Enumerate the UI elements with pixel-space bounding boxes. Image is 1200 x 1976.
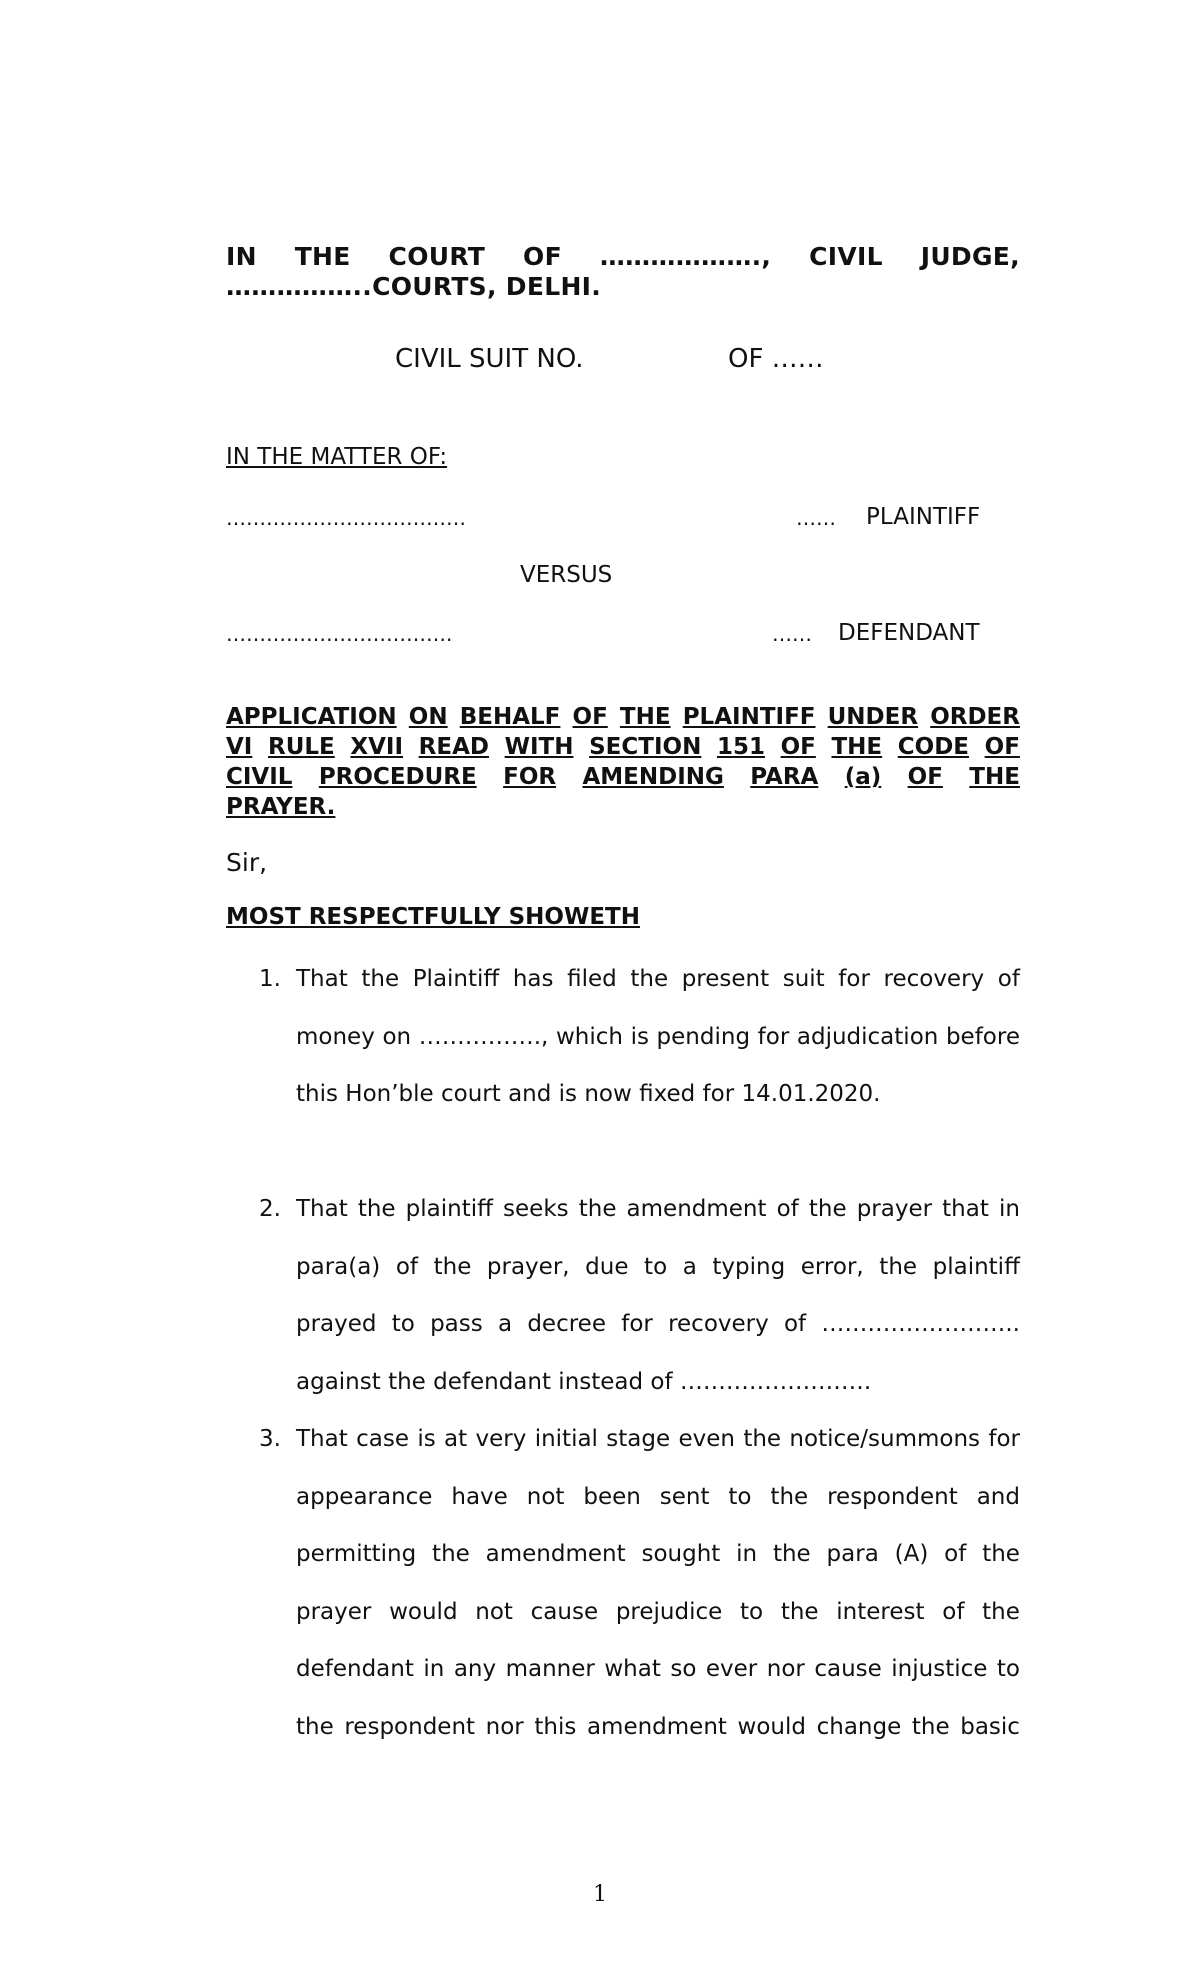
court-title-line-1 <box>226 242 1020 271</box>
paragraph-word: the <box>743 1426 782 1452</box>
paragraph-word: amendment <box>586 1713 727 1740</box>
paragraph-word: before <box>945 1023 1020 1050</box>
application-heading-word: UNDER <box>827 704 919 730</box>
paragraph-word: so <box>670 1656 697 1682</box>
paragraph-word: has <box>512 966 554 992</box>
application-heading-word: VI <box>226 734 253 760</box>
paragraph-line <box>296 1714 1020 1740</box>
paragraph-word: would <box>389 1598 458 1625</box>
paragraph-word: the <box>361 966 400 992</box>
paragraph-word: the <box>808 1196 847 1222</box>
application-heading-line <box>226 732 1020 762</box>
paragraph-word: That <box>296 1196 348 1222</box>
paragraph-word: not <box>475 1598 513 1625</box>
application-heading-line: PRAYER. <box>226 794 336 820</box>
paragraph-word: is <box>417 1426 436 1452</box>
application-heading-word: THE <box>619 704 671 730</box>
paragraph-word: due <box>585 1253 629 1280</box>
application-heading-word: AMENDING <box>582 764 724 790</box>
paragraph-word: the <box>879 1253 918 1280</box>
paragraph-word: para <box>826 1541 879 1567</box>
application-heading-word: THE <box>831 734 883 760</box>
application-heading-word: OF <box>572 704 608 730</box>
paragraph-word: and <box>976 1483 1020 1510</box>
application-heading-word: RULE <box>267 734 335 760</box>
paragraph-word: the <box>772 1541 811 1567</box>
paragraph-word: of <box>942 1598 965 1625</box>
paragraph-number: 1. <box>259 966 281 992</box>
paragraph-word: prayed <box>296 1311 377 1337</box>
paragraph-word: (A) <box>894 1541 929 1567</box>
application-heading-word: PROCEDURE <box>318 764 477 790</box>
application-heading-word: OF <box>780 734 816 760</box>
paragraph-word: the <box>432 1541 470 1567</box>
paragraph-word: this <box>534 1713 577 1740</box>
application-heading-word: OF <box>907 764 943 790</box>
paragraph-word: even <box>678 1426 735 1452</box>
paragraph-word: prayer, <box>486 1253 570 1280</box>
paragraph-word: of <box>997 966 1020 992</box>
paragraph-word: to <box>391 1311 415 1337</box>
paragraph-word: decree <box>527 1311 606 1337</box>
paragraph-line: against the defendant instead of ……………………. <box>296 1368 872 1395</box>
paragraph-word: filed <box>567 966 617 992</box>
paragraph-word: of <box>776 1196 799 1222</box>
paragraph-word: present <box>681 966 770 992</box>
paragraph-word: cause <box>530 1598 599 1625</box>
paragraph-line <box>296 1196 1020 1222</box>
plaintiff-label: PLAINTIFF <box>866 504 981 530</box>
paragraph-word: basic <box>960 1713 1020 1740</box>
paragraph-line <box>296 1426 1020 1452</box>
paragraph-word: the <box>982 1598 1020 1625</box>
paragraph-word: on <box>382 1023 412 1050</box>
paragraph-word: interest <box>836 1598 925 1625</box>
paragraph-word: prejudice <box>615 1598 723 1625</box>
application-heading-word: XVII <box>350 734 404 760</box>
paragraph-word: respondent <box>344 1713 476 1740</box>
paragraph-line <box>296 1599 1020 1625</box>
paragraph-word: a <box>497 1311 513 1337</box>
paragraph-word: for <box>838 966 870 992</box>
application-heading-word: SECTION <box>589 734 702 760</box>
application-heading-word: BEHALF <box>459 704 561 730</box>
suit-number-label: CIVIL SUIT NO. <box>395 344 584 374</box>
application-heading-line <box>226 702 1020 732</box>
paragraph-word: change <box>816 1713 902 1740</box>
paragraph-word: plaintiff <box>932 1253 1020 1280</box>
application-heading-word: ORDER <box>930 704 1020 730</box>
paragraph-word: suit <box>782 966 825 992</box>
paragraph-word: would <box>737 1713 806 1740</box>
application-heading-word: OF <box>984 734 1020 760</box>
paragraph-line <box>296 1311 1020 1337</box>
paragraph-word: what <box>604 1656 661 1682</box>
paragraph-line <box>296 1254 1020 1280</box>
paragraph-word: sent <box>659 1483 710 1510</box>
paragraph-word: for <box>988 1426 1020 1452</box>
paragraph-word: case <box>356 1426 409 1452</box>
court-title-word: JUDGE, <box>920 242 1020 271</box>
paragraph-word: nor <box>766 1656 805 1682</box>
paragraph-word: of <box>783 1311 807 1337</box>
paragraph-word: is <box>630 1023 649 1050</box>
court-title-word: COURT <box>388 242 486 271</box>
paragraph-word: Plaintiff <box>412 966 500 992</box>
paragraph-word: the <box>433 1253 472 1280</box>
court-title-word: ………………., <box>599 242 772 271</box>
paragraph-line <box>296 1024 1020 1050</box>
paragraph-word: that <box>942 1196 989 1222</box>
paragraph-word: for <box>757 1023 790 1050</box>
paragraph-word: appearance <box>296 1483 433 1510</box>
suit-of-label: OF …… <box>728 344 824 374</box>
paragraph-word: to <box>996 1656 1020 1682</box>
paragraph-word: at <box>444 1426 468 1452</box>
defendant-label: DEFENDANT <box>838 620 980 646</box>
paragraph-word: in <box>998 1196 1020 1222</box>
defendant-dots: …… <box>772 622 812 646</box>
paragraph-word: pass <box>430 1311 483 1337</box>
application-heading-word: 151 <box>716 734 765 760</box>
paragraph-line: this Hon’ble court and is now fixed for 14.01.2020. <box>296 1081 881 1107</box>
application-heading-word: WITH <box>504 734 574 760</box>
paragraph-word: very <box>475 1426 527 1452</box>
paragraph-word: to <box>740 1598 764 1625</box>
paragraph-word: recovery <box>668 1311 769 1337</box>
paragraph-word: ……………., <box>418 1023 549 1050</box>
paragraph-word: That <box>296 1426 348 1452</box>
paragraph-word: recovery <box>883 966 985 992</box>
paragraph-word: prayer <box>856 1196 933 1222</box>
paragraph-word: permitting <box>296 1541 417 1567</box>
paragraph-line <box>296 966 1020 992</box>
versus-label: VERSUS <box>520 562 613 588</box>
application-heading <box>226 702 1020 822</box>
paragraph-word: the <box>911 1713 950 1740</box>
paragraph-word: the <box>357 1196 396 1222</box>
court-title-word: OF <box>523 242 562 271</box>
in-the-matter-of-heading: IN THE MATTER OF: <box>226 444 448 470</box>
paragraph-number: 3. <box>259 1426 281 1452</box>
paragraph-word: the <box>578 1196 617 1222</box>
paragraph-word: nor <box>485 1713 524 1740</box>
paragraph-word: for <box>621 1311 653 1337</box>
application-heading-word: PLAINTIFF <box>682 704 816 730</box>
application-heading-word: (a) <box>844 764 882 790</box>
application-heading-word: THE <box>969 764 1020 790</box>
paragraph-word: the <box>770 1483 809 1510</box>
paragraph-word: in <box>736 1541 758 1567</box>
paragraph-word: prayer <box>296 1598 372 1625</box>
paragraph-word: adjudication <box>796 1023 939 1050</box>
paragraph-word: to <box>644 1253 668 1280</box>
paragraph-word: money <box>296 1023 375 1050</box>
paragraph-line <box>296 1484 1020 1510</box>
paragraph-word: been <box>583 1483 641 1510</box>
paragraph-line <box>296 1656 1020 1682</box>
application-heading-word: APPLICATION <box>226 704 397 730</box>
paragraph-word: the <box>780 1598 819 1625</box>
paragraph-word: injustice <box>891 1656 988 1682</box>
paragraph-word: pending <box>656 1023 751 1050</box>
paragraph-line <box>296 1541 1020 1567</box>
paragraph-word: amendment <box>485 1541 626 1567</box>
application-heading-word: READ <box>418 734 489 760</box>
court-title-line-2: ……………..COURTS, DELHI. <box>226 272 602 301</box>
paragraph-word: defendant <box>296 1656 414 1682</box>
paragraph-word: in <box>423 1656 445 1682</box>
paragraph-word: amendment <box>626 1196 767 1222</box>
paragraph-word: typing <box>712 1253 786 1280</box>
court-title-word: CIVIL <box>809 242 883 271</box>
application-heading-line <box>226 762 1020 792</box>
paragraph-word: stage <box>606 1426 671 1452</box>
salutation: Sir, <box>226 848 268 877</box>
paragraph-word: cause <box>814 1656 882 1682</box>
application-heading-word: FOR <box>503 764 557 790</box>
defendant-name-blank: ……………………………. <box>226 622 453 646</box>
paragraph-word: seeks <box>503 1196 569 1222</box>
paragraph-word: initial <box>534 1426 598 1452</box>
paragraph-word: para(a) <box>296 1253 381 1280</box>
paragraph-word: the <box>630 966 669 992</box>
paragraph-word: have <box>451 1483 508 1510</box>
paragraph-word: ever <box>705 1656 758 1682</box>
paragraph-word: That <box>296 966 348 992</box>
paragraph-word: of <box>395 1253 419 1280</box>
most-respectfully-showeth-heading: MOST RESPECTFULLY SHOWETH <box>226 904 640 930</box>
paragraph-word: any <box>453 1656 497 1682</box>
paragraph-word: sought <box>641 1541 721 1567</box>
plaintiff-dots: …… <box>796 506 836 530</box>
paragraph-word: not <box>526 1483 565 1510</box>
plaintiff-name-blank: ……………………………… <box>226 506 466 530</box>
paragraph-word: manner <box>505 1656 595 1682</box>
court-title-word: THE <box>294 242 351 271</box>
paragraph-word: of <box>944 1541 967 1567</box>
paragraph-word: the <box>982 1541 1020 1567</box>
paragraph-word: to <box>728 1483 752 1510</box>
paragraph-word: notice/summons <box>789 1426 981 1452</box>
page-number: 1 <box>593 1882 607 1907</box>
paragraph-word: plaintiff <box>405 1196 493 1222</box>
paragraph-word: respondent <box>827 1483 958 1510</box>
paragraph-word: error, <box>800 1253 864 1280</box>
paragraph-word: the <box>296 1713 334 1740</box>
application-heading-word: CIVIL <box>226 764 293 790</box>
application-heading-word: ON <box>408 704 448 730</box>
application-heading-word: CODE <box>897 734 970 760</box>
paragraph-word: …………………….. <box>821 1311 1020 1337</box>
paragraph-number: 2. <box>259 1196 281 1222</box>
application-heading-word: PARA <box>750 764 819 790</box>
paragraph-word: a <box>682 1253 697 1280</box>
court-title-word: IN <box>226 242 257 271</box>
paragraph-word: which <box>555 1023 623 1050</box>
